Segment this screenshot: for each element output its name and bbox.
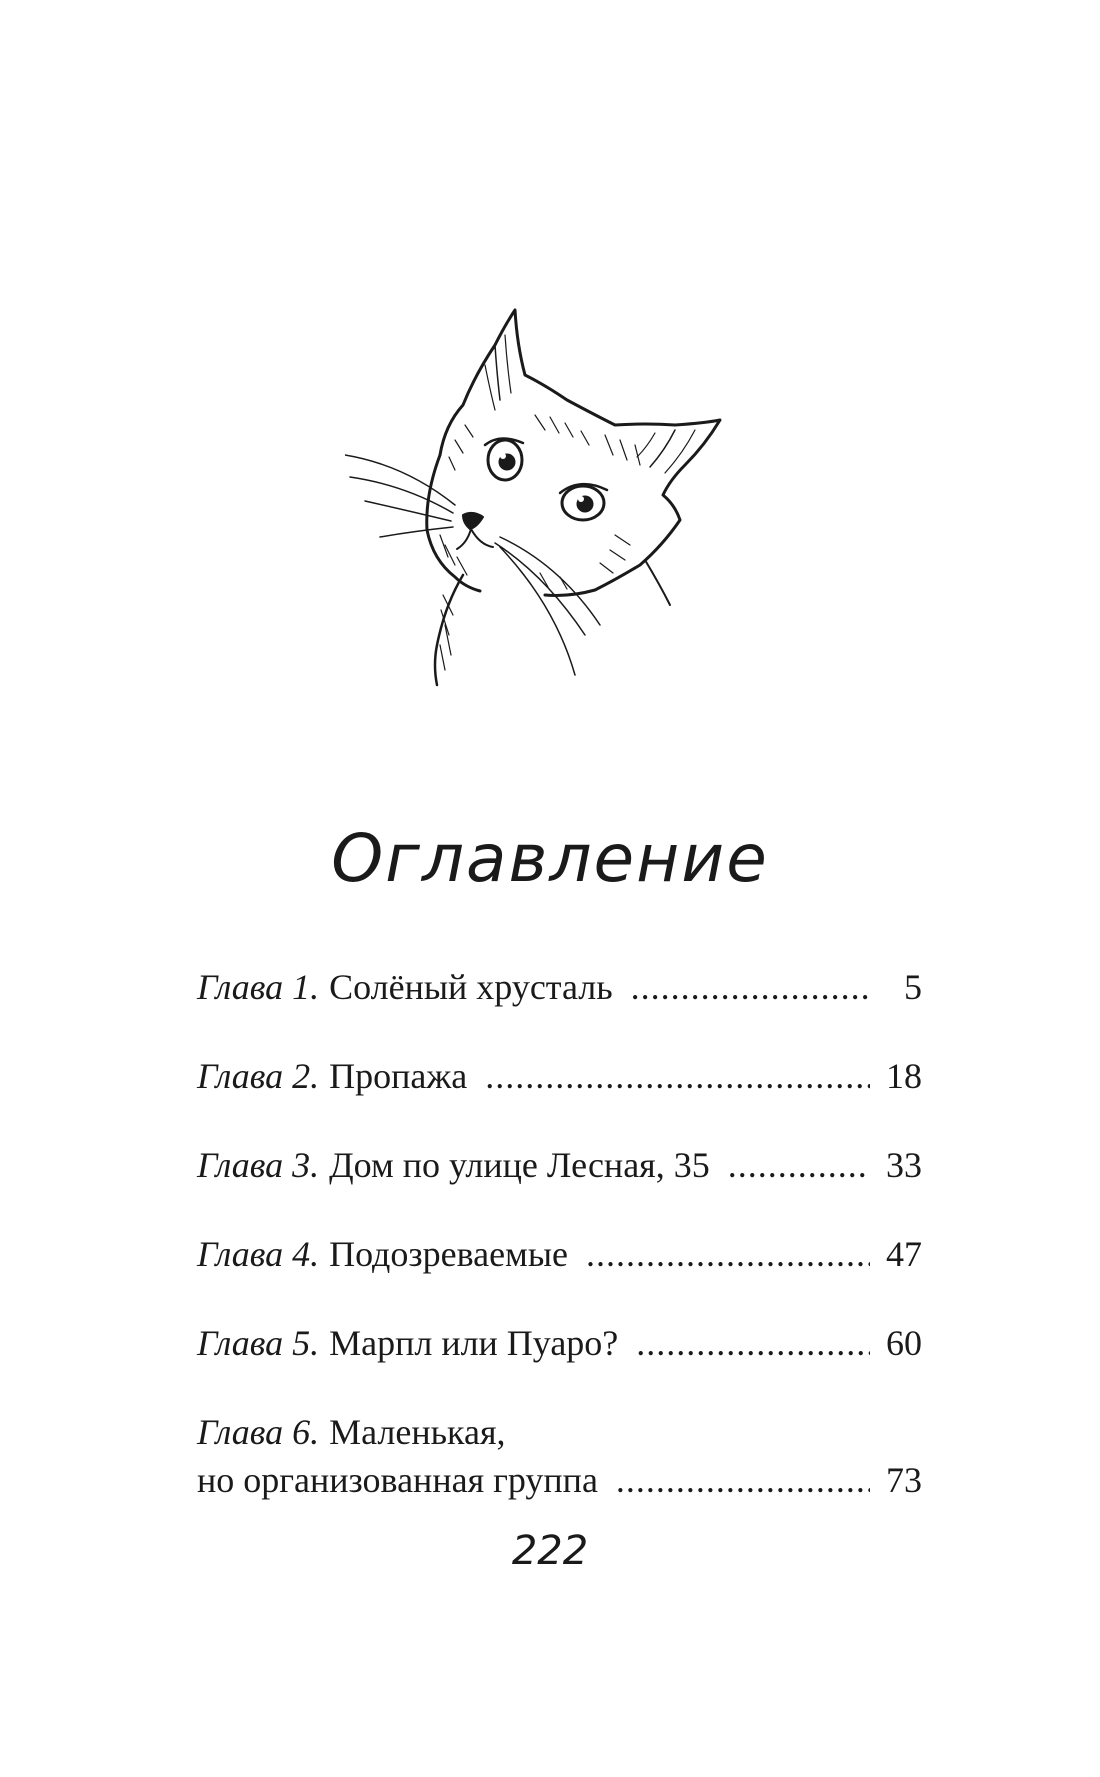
toc-entry[interactable] — [197, 1143, 922, 1187]
chapter-title: Дом по улице Лесная, 35 — [329, 1145, 710, 1185]
dot-leader — [616, 1458, 870, 1502]
page-number: 222 — [511, 1528, 589, 1574]
chapter-title: Марпл или Пуаро? — [329, 1323, 619, 1363]
table-of-contents — [197, 965, 922, 1502]
chapter-page-number: 5 — [904, 967, 922, 1007]
dot-leader — [485, 1054, 870, 1098]
dot-leader — [728, 1143, 870, 1187]
chapter-title: Пропажа — [329, 1056, 468, 1096]
chapter-label: Глава 1. — [197, 967, 320, 1007]
dot-leader — [636, 1321, 870, 1365]
dot-leader — [631, 965, 870, 1009]
chapter-label: Глава 6. — [197, 1412, 320, 1452]
chapter-title: Подозреваемые — [329, 1234, 568, 1274]
chapter-page-number: 73 — [886, 1460, 922, 1500]
chapter-page-number: 33 — [886, 1145, 922, 1185]
dot-leader — [586, 1232, 870, 1276]
chapter-label: Глава 2. — [197, 1056, 320, 1096]
toc-entry[interactable] — [197, 1321, 922, 1365]
chapter-label: Глава 3. — [197, 1145, 320, 1185]
page-title: Оглавление — [331, 820, 769, 897]
cat-head-sketch-icon — [345, 305, 765, 725]
toc-entry[interactable] — [197, 1232, 922, 1276]
toc-entry[interactable] — [197, 1054, 922, 1098]
toc-entry[interactable] — [197, 1410, 922, 1502]
chapter-page-number: 18 — [886, 1056, 922, 1096]
chapter-label: Глава 5. — [197, 1323, 320, 1363]
toc-entry[interactable] — [197, 965, 922, 1009]
chapter-page-number: 47 — [886, 1234, 922, 1274]
chapter-title: Маленькая, — [329, 1412, 506, 1452]
chapter-title: Солёный хрусталь — [329, 967, 613, 1007]
chapter-label: Глава 4. — [197, 1234, 320, 1274]
chapter-title-continued: но организованная группа — [197, 1460, 598, 1500]
chapter-page-number: 60 — [886, 1323, 922, 1363]
